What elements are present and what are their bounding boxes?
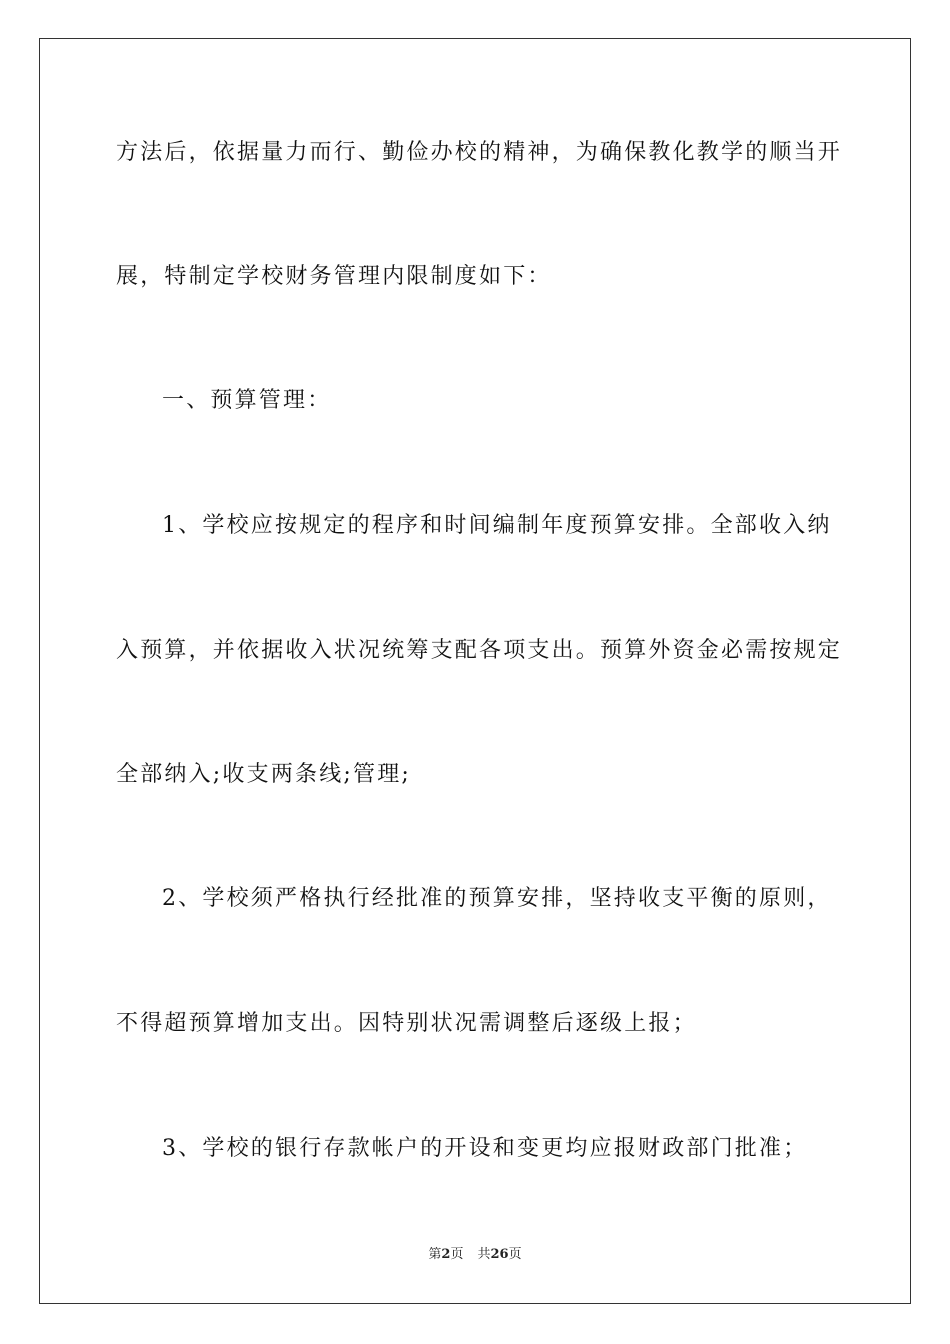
footer-page-suffix: 页	[450, 1247, 464, 1262]
body-line-item-1-b: 入预算，并依据收入状况统筹支配各项支出。预算外资金必需按规定	[116, 638, 843, 663]
body-line-item-2-b: 不得超预算增加支出。因特别状况需调整后逐级上报；	[116, 1011, 697, 1036]
body-line-item-3: 3、学校的银行存款帐户的开设和变更均应报财政部门批准；	[162, 1136, 808, 1161]
section-heading-budget: 一、预算管理：	[162, 388, 332, 413]
footer-total-suffix: 页	[508, 1247, 522, 1262]
footer-total-prefix: 共	[477, 1247, 491, 1262]
footer-page-prefix: 第	[428, 1247, 442, 1262]
page-footer	[0, 1246, 950, 1264]
footer-page-number: 2	[441, 1247, 451, 1262]
footer-total-number: 26	[490, 1247, 509, 1262]
body-line-2: 展，特制定学校财务管理内限制度如下：	[116, 264, 552, 289]
body-line-item-1-a: 1、学校应按规定的程序和时间编制年度预算安排。全部收入纳	[162, 513, 832, 538]
page-frame	[39, 38, 911, 1304]
body-line-item-2-a: 2、学校须严格执行经批准的预算安排，坚持收支平衡的原则，	[162, 886, 832, 911]
body-line-1: 方法后，依据量力而行、勤俭办校的精神，为确保教化教学的顺当开	[116, 140, 843, 165]
body-line-item-1-c: 全部纳入;收支两条线;管理;	[116, 762, 412, 787]
